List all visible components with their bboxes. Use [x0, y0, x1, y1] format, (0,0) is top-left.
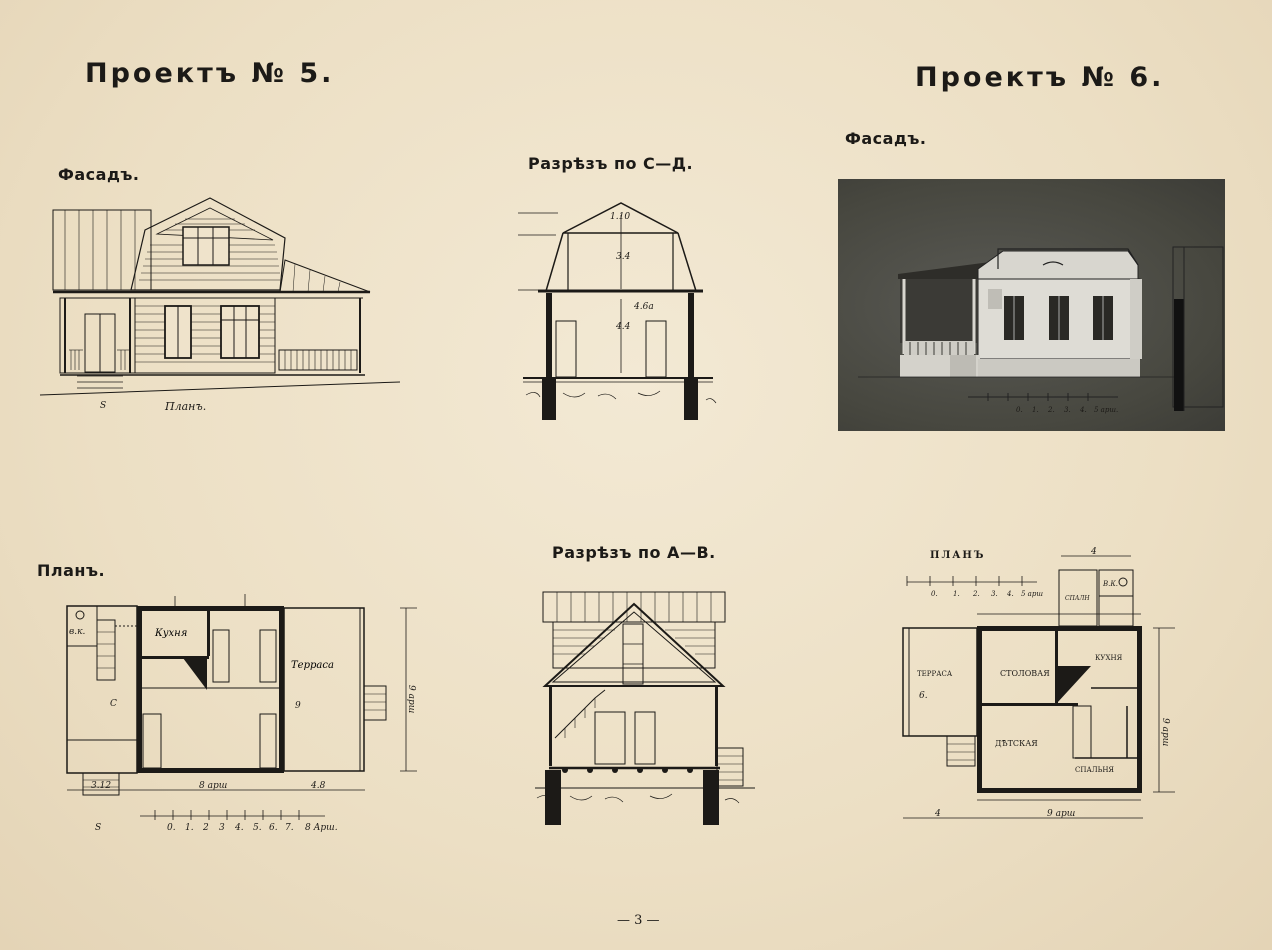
cd-floor-dim: 4.6a	[634, 302, 654, 312]
project-5-facade-label: Фасадъ.	[58, 165, 140, 184]
p5-scale-2: 2	[203, 823, 209, 833]
f6-scale-5: 5 арш.	[1094, 406, 1119, 414]
section-ab-drawing	[535, 588, 765, 828]
section-cd-label: Разрѣзъ по С—Д.	[528, 154, 694, 173]
project-5-plan-drawing	[55, 590, 425, 840]
project-6-plan-drawing	[895, 548, 1190, 833]
f6-scale-4: 4.	[1080, 406, 1087, 414]
project-6-title: Проектъ № 6.	[915, 62, 1165, 93]
p6-pantry: СПАЛН	[1065, 595, 1090, 602]
svg-text:S: S	[100, 401, 107, 411]
project-5-title: Проектъ № 5.	[85, 58, 335, 89]
p6-depth-dim: 9 арш	[1160, 718, 1170, 747]
p6-scale-3: 3.	[991, 590, 998, 598]
p5-wc: в.к.	[69, 627, 86, 637]
facade-5-caption: Планъ.	[165, 400, 207, 413]
p6-scale-5: 5 арш	[1021, 590, 1043, 598]
p5-terrace: Терраса	[291, 660, 334, 671]
p6-terrace: ТЕРРАСА	[917, 670, 953, 678]
project-6-facade-label: Фасадъ.	[845, 129, 927, 148]
f6-scale-2: 2.	[1048, 406, 1055, 414]
p5-scale-5: 5.	[253, 823, 262, 833]
f6-scale-3: 3.	[1064, 406, 1071, 414]
p5-depth-dim: 9 арш	[406, 685, 416, 714]
p5-width-dim: 8 арш	[199, 781, 228, 791]
p5-scale-0: 0.	[167, 823, 176, 833]
p5-scale-6: 6.	[269, 823, 278, 833]
f6-scale-0: 0.	[1016, 406, 1023, 414]
p6-wc: В.К.	[1103, 580, 1119, 588]
p6-dining: СТОЛОВАЯ	[1000, 669, 1050, 678]
p6-kitchen: КУХНЯ	[1095, 654, 1123, 662]
cd-ground-dim: 4.4	[616, 322, 631, 332]
p5-scale-4: 4.	[235, 823, 244, 833]
p5-scale-3: 3	[219, 823, 225, 833]
p6-width-dim: 9 арш	[1047, 809, 1076, 819]
project-6-plan-label: ПЛАНЪ	[930, 550, 986, 561]
project-6-facade-drawing	[838, 179, 1225, 431]
p6-scale-0: 0.	[931, 590, 938, 598]
p5-porch-dim: 3.12	[91, 781, 112, 791]
p6-left-dim: 6.	[919, 691, 928, 701]
project-5-plan-label: Планъ.	[37, 561, 106, 580]
cd-roof-dim: 1.10	[610, 212, 631, 222]
page-number: — 3 —	[617, 913, 660, 928]
p6-scale-4: 4.	[1007, 590, 1014, 598]
section-ab-label: Разрѣзъ по А—В.	[552, 543, 716, 562]
p6-terrace-dim: 4	[935, 809, 941, 819]
svg-text:9: 9	[295, 701, 301, 711]
f6-scale-1: 1.	[1032, 406, 1039, 414]
svg-text:С: С	[110, 699, 117, 709]
p5-scale-7: 7.	[285, 823, 294, 833]
p5-kitchen: Кухня	[155, 628, 188, 639]
p5-scale-1: 1.	[185, 823, 194, 833]
p6-bedroom: СПАЛЬНЯ	[1075, 766, 1115, 774]
p5-scale-8: 8 Арш.	[305, 823, 338, 833]
p6-scale-2: 2.	[973, 590, 980, 598]
p6-children: ДѢТСКАЯ	[995, 739, 1038, 748]
p5-terrace-dim: 4.8	[311, 781, 326, 791]
section-cd-drawing	[518, 195, 718, 425]
p6-scale-1: 1.	[953, 590, 960, 598]
svg-text:S: S	[95, 823, 102, 833]
cd-attic-dim: 3.4	[616, 252, 631, 262]
p6-top-dim: 4	[1091, 547, 1097, 557]
